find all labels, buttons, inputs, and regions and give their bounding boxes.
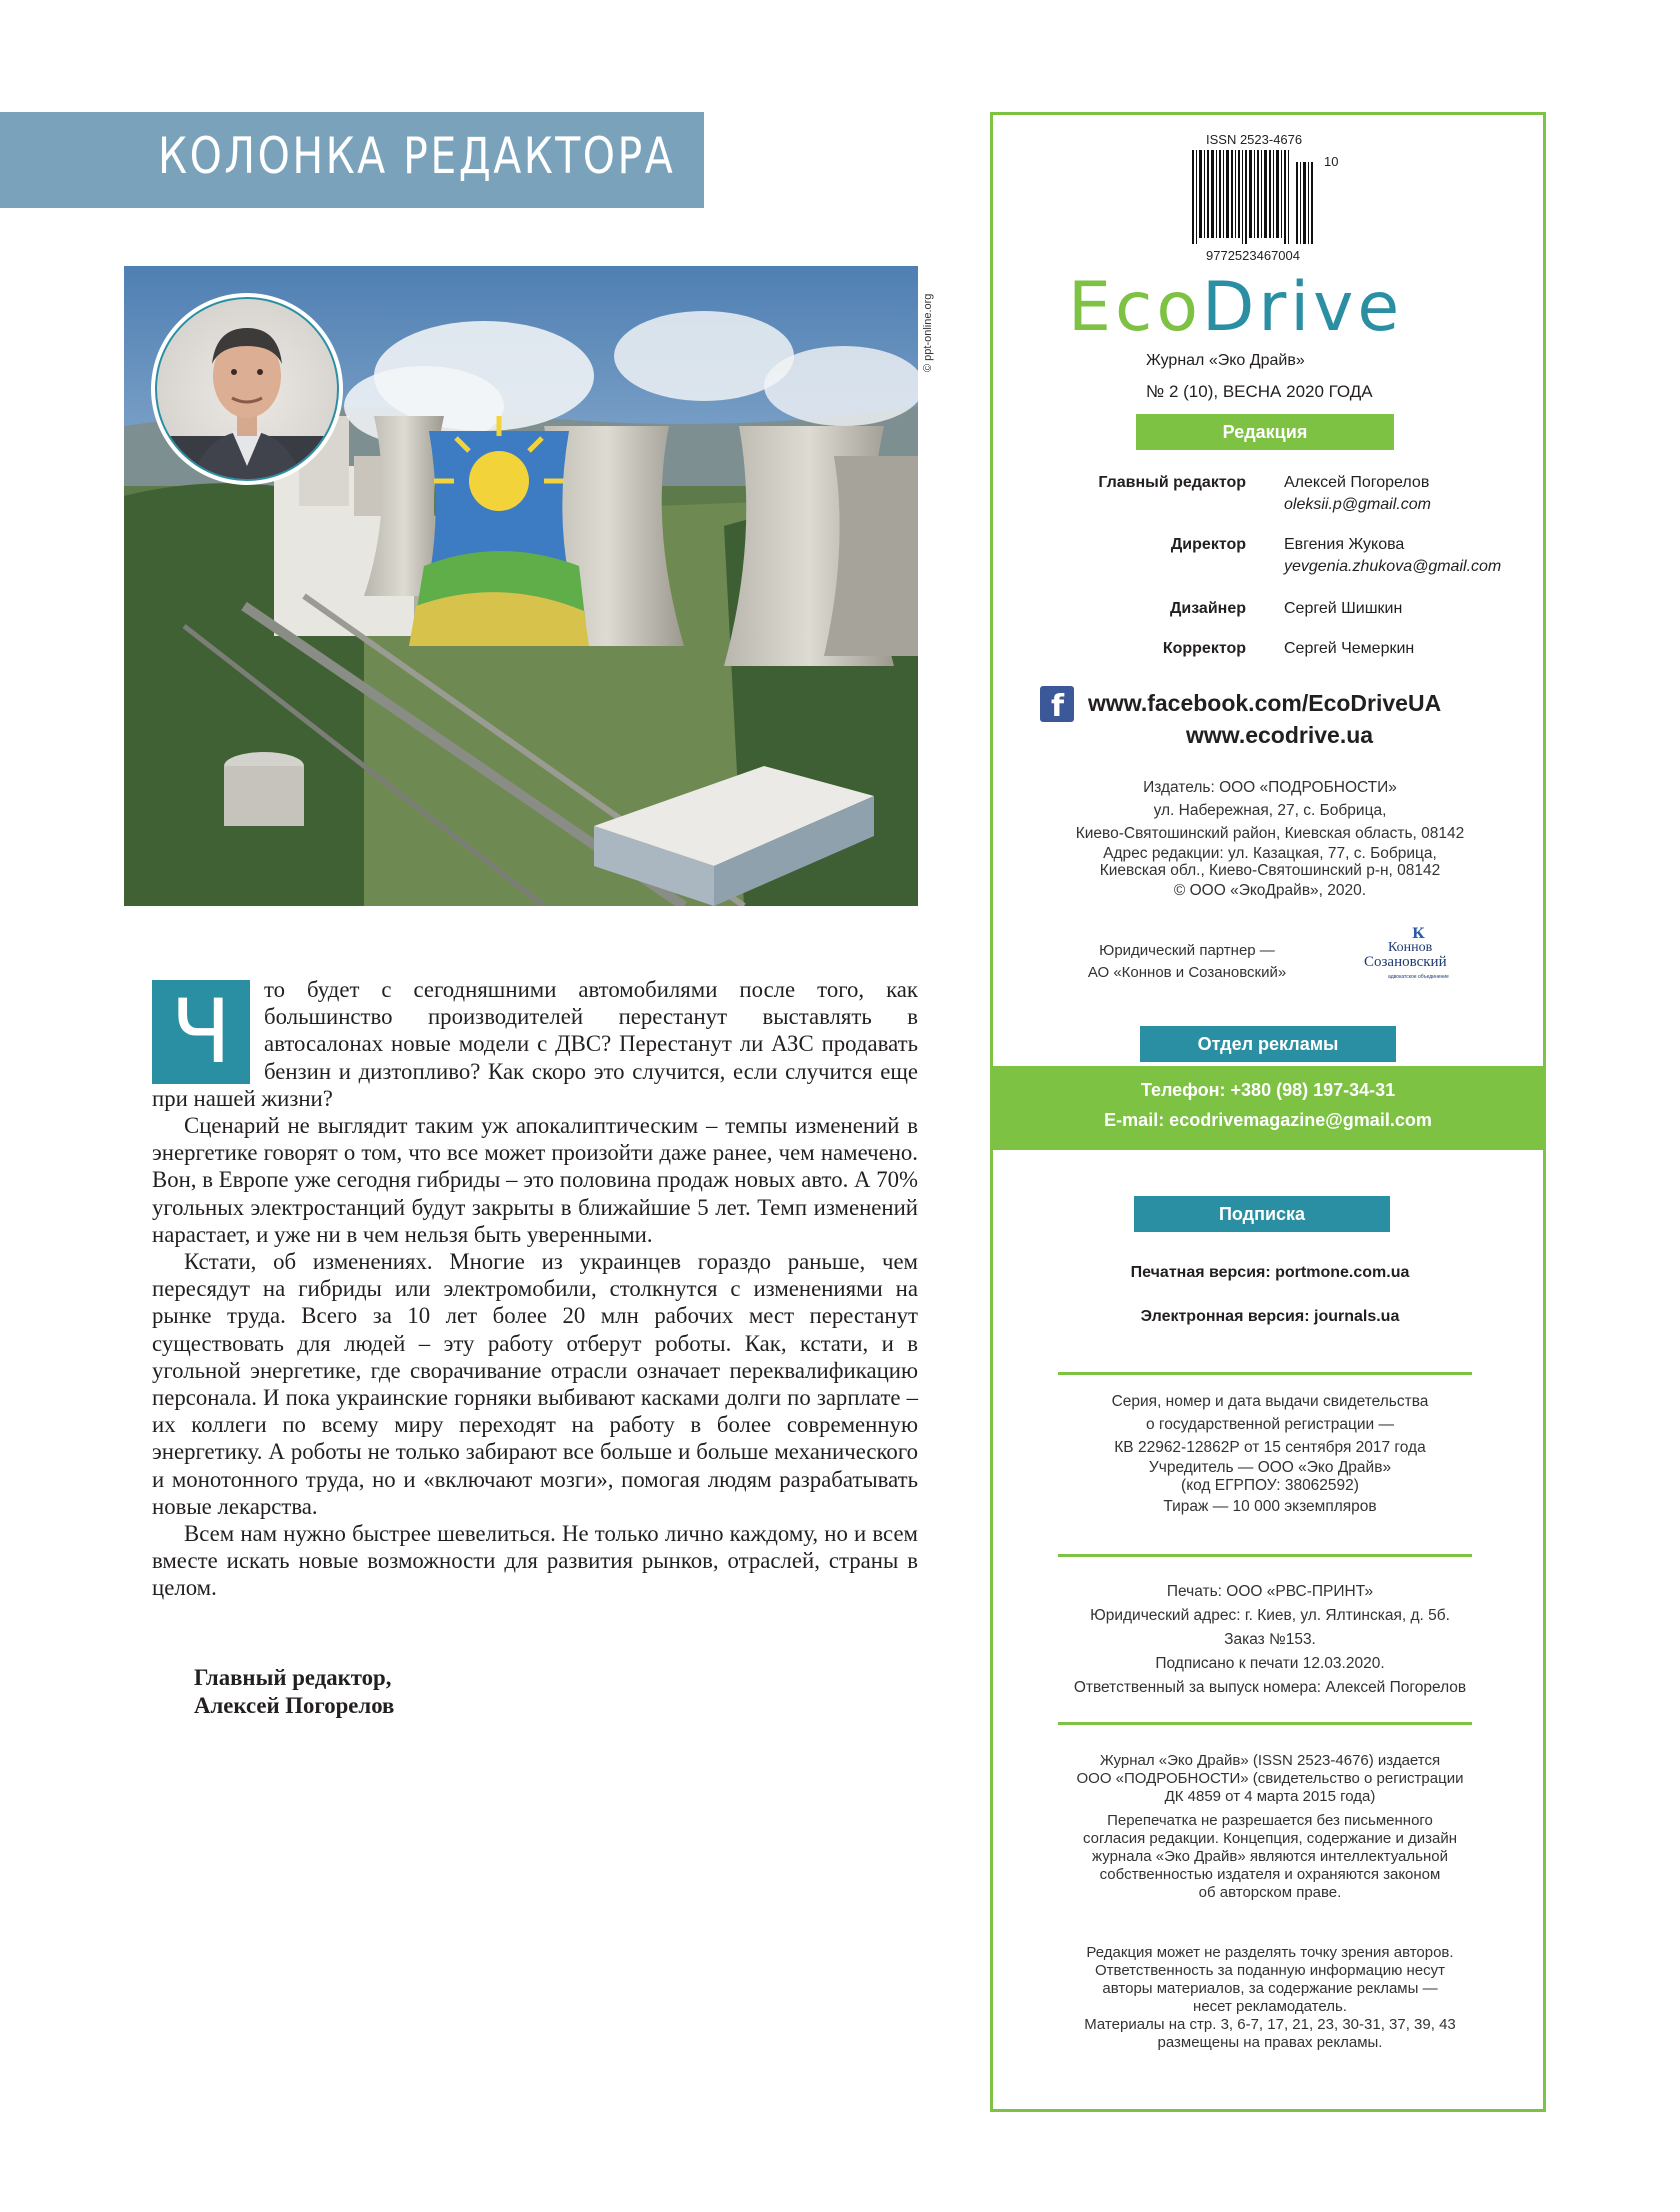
website-link[interactable]: www.ecodrive.ua [1186, 722, 1374, 748]
facebook-icon: f [1040, 686, 1074, 722]
publication-notice: Журнал «Эко Драйв» (ISSN 2523-4676) издается ООО «ПОДРОБНОСТИ» (свидетельство о регистрации ДК 4859 от 4 марта 2015 года) Перепечатка не разрешается без письменного согласия редакции. Концепция, содержание и дизайн журнала «Эко Драйв» являются интеллектуальной собственностью издателя и охраняются законом об авторском праве. [1076, 1752, 1464, 1901]
facebook-link[interactable]: www.facebook.com/EcoDriveUA [1088, 690, 1442, 716]
print-info: Печать: ООО «РВС-ПРИНТ» Юридический адрес: г. Киев, ул. Ялтинская, д. 5б. Заказ №153. Подписано к печати 12.03.2020. Ответственный за выпуск номера: Алексей Погорелов [1073, 1583, 1467, 1696]
barcode-addon: 10 [1324, 154, 1339, 169]
staff-email: oleksii.p@gmail.com [1284, 496, 1431, 513]
subscription-heading: Подписка [1134, 1196, 1390, 1232]
ecodrive-logo: EcoDrive [1068, 268, 1404, 347]
staff-name: Сергей Чемеркин [1284, 640, 1415, 657]
issn-label: ISSN 2523-4676 [1206, 132, 1303, 147]
article-paragraph: Сценарий не выглядит таким уж апокалиптическим – темпы изменений в энергетике говорят о том, что все может произойти даже ранее, чем намечено. Вон, в Европе уже сегодня гибриды – это половина продаж новых авто. А 70% угольных электростанций будут закрыты в ближайшие 5 лет. Темп изменений нарастает, и уже ни в чем нельзя быть уверенными. [152, 1113, 918, 1247]
divider [1058, 1722, 1472, 1725]
ads-email[interactable]: E-mail: ecodrivemagazine@gmail.com [1104, 1110, 1432, 1130]
drop-cap: Ч [152, 980, 250, 1084]
staff-role: Директор [1170, 536, 1246, 553]
article-signature [194, 1664, 394, 1720]
staff-role: Корректор [1162, 640, 1246, 657]
staff-name: Сергей Шишкин [1284, 600, 1403, 617]
partner-logo: К Коннов Созановский адвокатское объединение [1364, 926, 1449, 980]
article-paragraph: Кстати, об изменениях. Многие из украинцев гораздо раньше, чем пересядут на гибриды или электромобили, столкнутся с изменениями на рынке труда. Всего за 10 лет более 20 млн рабочих мест перестанут существовать для людей – эту работу отберут роботы. Как, кстати, и в угольной энергетике, где сворачивание отрасли означает переквалификацию персонала. И пока украинские горняки выбивают касками долги по зарплате – их коллеги по всему миру переходят на работу в более современную энергетику. А роботы не только забирают все больше и больше механического и монотонного труда, но и «включают мозги», помогая людям разрабатывать новые лекарства. [152, 1249, 918, 1519]
divider [1058, 1554, 1472, 1557]
staff-email: yevgenia.zhukova@gmail.com [1284, 558, 1502, 575]
staff-role: Главный редактор [1098, 474, 1246, 491]
staff-name: Алексей Погорелов [1284, 474, 1430, 491]
staff-name: Евгения Жукова [1284, 536, 1405, 553]
divider [1058, 1372, 1472, 1375]
staff-role: Дизайнер [1169, 600, 1246, 617]
publisher-info: Издатель: ООО «ПОДРОБНОСТИ» ул. Набережная, 27, с. Бобрица, Киево-Святошинский район, Киевская область, 08142 Адрес редакции: ул. Казацкая, 77, с. Бобрица, Киевская обл., Киево-Святошинский р-н, 08142 © ООО «ЭкоДрайв», 2020. [1075, 779, 1465, 899]
magazine-name: Журнал «Эко Драйв» [1146, 352, 1305, 369]
registration-info: Серия, номер и дата выдачи свидетельства о государственной регистрации — КВ 22962-12862Р от 15 сентября 2017 года Учредитель — ООО «Эко Драйв» (код ЕГРПОУ: 38062592) Тираж — 10 000 экземпляров [1111, 1393, 1429, 1515]
issue-info: № 2 (10), ВЕСНА 2020 ГОДА [1146, 382, 1373, 401]
barcode-icon [1192, 150, 1316, 244]
legal-partner: Юридический партнер — АО «Коннов и Созановский» [1087, 942, 1287, 981]
photo-credit: © ppt-online.org [922, 293, 934, 372]
ads-phone[interactable]: Телефон: +380 (98) 197-34-31 [1140, 1080, 1396, 1100]
signature-role: Главный редактор, [194, 1665, 392, 1690]
editorial-heading: Редакция [1136, 414, 1394, 450]
signature-name: Алексей Погорелов [194, 1693, 395, 1718]
print-subscription[interactable]: Печатная версия: portmone.com.ua [1130, 1264, 1410, 1281]
editorial-disclaimer: Редакция может не разделять точку зрения авторов. Ответственность за поданную информацию несут авторы материалов, за содержание рекламы — несет рекламодатель. Материалы на стр. 3, 6-7, 17, 21, 23, 30-31, 37, 39, 43 размещены на правах рекламы. [1084, 1944, 1456, 2051]
article-paragraph: Ч то будет с сегодняшними автомобилями после того, как большинство производителей перестанут выставлять в автосалонах новые модели с ДВС? Перестанут ли АЗС продавать бензин и дизтопливо? Как скоро это случится, если случится еще при нашей жизни? [152, 977, 918, 1111]
barcode-number: 9772523467004 [1206, 248, 1300, 263]
section-title: КОЛОНКА РЕДАКТОРА [158, 127, 676, 185]
ads-contact-band [993, 1066, 1543, 1150]
ads-heading: Отдел рекламы [1140, 1026, 1396, 1062]
article-paragraph: Всем нам нужно быстрее шевелиться. Не только лично каждому, но и всем вместе искать новые возможности для развития рынков, отраслей, страны в целом. [152, 1521, 918, 1601]
power-plant-photo [124, 266, 918, 906]
editorial-article [152, 976, 918, 1602]
digital-subscription[interactable]: Электронная версия: journals.ua [1140, 1308, 1400, 1325]
